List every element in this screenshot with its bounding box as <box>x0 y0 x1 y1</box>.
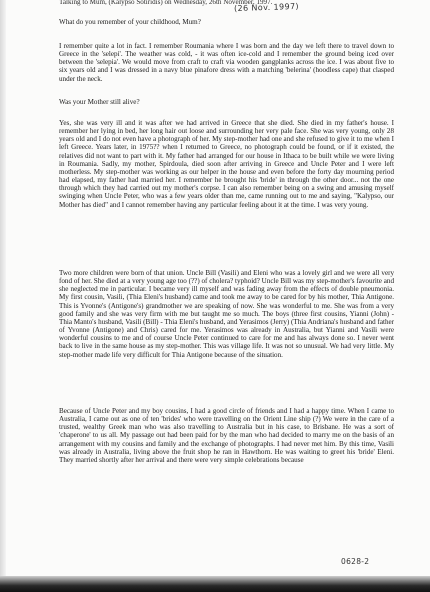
paragraph-australia: Because of Uncle Peter and my boy cousins, I had a good circle of friends and I had a happy time. When I came to Australia, I came out as one of ten 'brides' who were travelling on the Orient Line ship (?) We were in the care of a trusted, wealthy Greek man who was also travelling to Australia but in his case, to Brisbane. He was a sort of 'chaperone' to us all. My passage out had been paid for by the man who had decided to marry me on the basis of an arrangement with my cousins and family and the exchange of photographs. I had never met him. By this time, Vasili was already in Australia, living above the fruit shop he ran in Hawthorn. He was waiting to greet his 'bride' Eleni. They married shortly after her arrival and there were very simple celebrations because <box>59 407 394 464</box>
paragraph-childhood: I remember quite a lot in fact. I remember Roumania where I was born and the day we left there to travel down to Greece in the 'selepi'. The weather was cold, - it was often ice-cold and I remember the ground being iced over between the 'selepia'. We would move from craft to craft via wooden gangplanks across the ice. I was about five to six years old and I was dressed in a navy blue pinafore dress with a matching 'belerina' (hoodless cape) that clasped under the neck. <box>59 42 394 83</box>
answer-childhood <box>59 42 394 83</box>
page-left-shadow <box>0 0 6 592</box>
paragraph-children: Two more children were born of that union. Uncle Bill (Vasili) and Eleni who was a lovely girl and we were all very fond of her. She died at a very young age too (??) of cholera? typhoid? Uncle Bill was my step-mother's favourite and she neglected me in particular. I became very ill myself and was fading away from the effects of double pneumonia. My first cousin, Vasili, (Thia Eleni's husband) came and took me away to be cared for by his mother, Thia Antigone. This is Yvonne's (Antigone's) grandmother we are speaking of now. She was wonderful to me. She was from a very good family and she was very firm with me but taught me so much. The boys (three first cousins, Yianni (John) - Thia Manto's husband, Vasili (Bill) - Thia Eleni's husband, and Yerasimos (Jerry) (Thia Andriana's husband and father of Yvonne (Antigone) and Chris) cared for me. Yerasimos was already in Australia, but Yianni and Vasili were wonderful cousins to me and of course Uncle Peter continued to care for me and has always done so. I never went back to live in the same house as my step-mother. This was village life. It was not so unusual. We had very little. My step-mother made life very difficult for Thia Antigone because of the situation. <box>59 269 394 359</box>
paragraph-block-children <box>59 269 394 359</box>
question-childhood: What do you remember of your childhood, Mum? <box>59 18 201 26</box>
paragraph-block-australia <box>59 407 394 464</box>
scan-bottom-edge <box>0 576 430 592</box>
paragraph-mother: Yes, she was very ill and it was after we had arrived in Greece that she died. She died in my father's house. I remember her lying in bed, her long hair out loose and surrounding her very pale face. She was very young, only 28 years old and I do not even have a photograph of her. My step-mother had one and she refused to give it to me when I left Greece. Years later, in 1975?? when I returned to Greece, no photograph could be found, or if it existed, the relatives did not want to part with it. My father had arranged for our house in Ithaca to be built while we were living in Roumania. Sadly, my mother, Spirdoula, died soon after arriving in Greece and Uncle Peter and I were left motherless. My step-mother was working as our helper in the house and even before the forty day mourning period had elapsed, my father had married her. I remember he brought his 'bride' in through the other door... not the one through which they had carried out my mother's corpse. I can also remember being on a swing and amusing myself swinging when Uncle Peter, who was a few years older than me, came running out to me and saying, "Kalypso, our Mother has died" and I cannot remember having any particular feeling about it at the time. I was very young. <box>59 119 394 209</box>
handwritten-date: (26 Nov. 1997) <box>233 1 300 14</box>
header-cut-line: Talking to Mum, (Kalypso Sotiridis) on Wednesday, 26th November, 1997. <box>59 0 273 6</box>
answer-mother <box>59 119 394 209</box>
question-mother: Was your Mother still alive? <box>59 98 140 106</box>
page-number: 0628-2 <box>341 557 370 566</box>
